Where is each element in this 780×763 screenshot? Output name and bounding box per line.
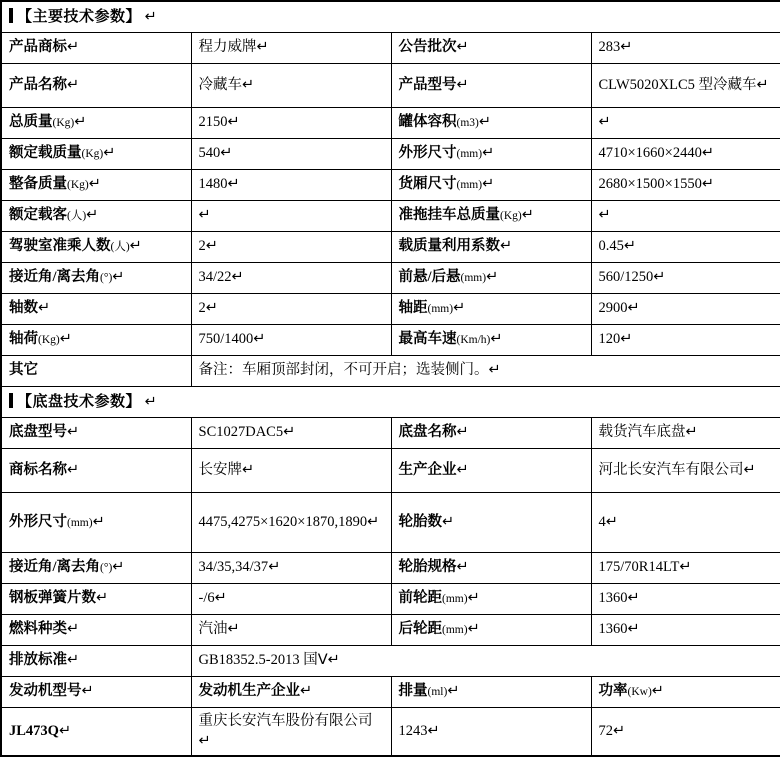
- paragraph-mark-icon: ↵: [627, 621, 640, 638]
- row-unit: (Km/h): [456, 334, 491, 347]
- row-label: 接近角/离去角: [9, 269, 101, 286]
- row-value: 283: [598, 39, 621, 56]
- row-label: 轴距: [398, 300, 428, 317]
- row-unit: (Kg): [38, 334, 60, 347]
- paragraph-mark-icon: ↵: [486, 269, 499, 286]
- paragraph-mark-icon: ↵: [256, 39, 269, 56]
- paragraph-mark-icon: ↵: [442, 513, 455, 530]
- row-label: 底盘名称: [398, 424, 457, 441]
- row-value: 4475,4275×1620×1870,1890: [198, 513, 368, 530]
- paragraph-mark-icon: ↵: [456, 461, 469, 478]
- row-value: 冷藏车: [198, 76, 242, 93]
- row-label: 前悬/后悬: [398, 269, 461, 286]
- row-label: 额定载客: [9, 207, 67, 224]
- row-unit: (Kg): [52, 117, 75, 130]
- row-label: 底盘型号: [9, 424, 67, 441]
- paragraph-mark-icon: ↵: [86, 207, 99, 224]
- paragraph-mark-icon: ↵: [81, 683, 94, 700]
- row-label: 前轮距: [398, 590, 442, 607]
- row-value: 1360: [598, 621, 628, 638]
- paragraph-mark-icon: ↵: [327, 652, 340, 669]
- row-value: 34/35,34/37: [198, 559, 269, 576]
- table-row: [1, 449, 780, 493]
- engine-displacement-header: 排量: [398, 683, 428, 700]
- paragraph-mark-icon: ↵: [74, 114, 87, 131]
- paragraph-mark-icon: ↵: [227, 621, 240, 638]
- table-row: [1, 139, 780, 170]
- paragraph-mark-icon: ↵: [453, 300, 466, 317]
- table-row: [1, 325, 780, 356]
- paragraph-mark-icon: ↵: [198, 732, 211, 749]
- paragraph-mark-icon: ↵: [620, 39, 633, 56]
- paragraph-mark-icon: ↵: [67, 652, 80, 669]
- row-unit: (mm): [460, 272, 487, 285]
- table-row: [1, 108, 780, 139]
- row-value: 0.45: [598, 238, 624, 255]
- row-unit: (mm): [67, 516, 93, 529]
- row-label: 生产企业: [398, 461, 457, 478]
- paragraph-mark-icon: ↵: [620, 331, 633, 348]
- table-row: [1, 170, 780, 201]
- row-value: 2150: [198, 114, 228, 131]
- row-unit: (Kg): [67, 179, 89, 192]
- row-unit: (m3): [456, 117, 479, 130]
- paragraph-mark-icon: ↵: [144, 8, 157, 25]
- row-unit: (人): [67, 210, 87, 223]
- engine-power-header: 功率: [598, 683, 628, 700]
- paragraph-mark-icon: ↵: [198, 207, 211, 224]
- paragraph-mark-icon: ↵: [268, 559, 281, 576]
- paragraph-mark-icon: ↵: [701, 145, 715, 162]
- paragraph-mark-icon: ↵: [478, 114, 492, 131]
- row-value: 载货汽车底盘: [598, 424, 686, 441]
- engine-maker-value: 重庆长安汽车股份有限公司: [198, 713, 373, 729]
- note-label: 其它: [9, 362, 38, 379]
- row-label: 轴数: [9, 300, 38, 317]
- row-unit: (mm): [456, 179, 483, 192]
- emission-value: GB18352.5-2013 国Ⅴ: [198, 652, 328, 669]
- paragraph-mark-icon: ↵: [129, 238, 142, 255]
- paragraph-mark-icon: ↵: [59, 331, 72, 348]
- row-value: 汽油: [198, 621, 228, 638]
- paragraph-mark-icon: ↵: [205, 238, 218, 255]
- row-label: 货厢尺寸: [398, 176, 457, 193]
- row-value: 34/22: [198, 269, 232, 286]
- section-bar-icon: [9, 393, 13, 408]
- paragraph-mark-icon: ↵: [67, 621, 80, 638]
- table-row-note: [1, 356, 780, 387]
- row-value: 2900: [598, 300, 628, 317]
- paragraph-mark-icon: ↵: [96, 590, 109, 607]
- engine-model-header: 发动机型号: [9, 683, 82, 700]
- paragraph-mark-icon: ↵: [456, 424, 469, 441]
- paragraph-mark-icon: ↵: [447, 683, 460, 700]
- paragraph-mark-icon: ↵: [67, 461, 80, 478]
- row-value: 120: [598, 331, 621, 348]
- paragraph-mark-icon: ↵: [231, 269, 244, 286]
- table-row: [1, 615, 780, 646]
- row-unit: (°): [100, 562, 113, 575]
- row-unit: (人): [110, 241, 130, 254]
- row-label: 产品名称: [9, 76, 67, 93]
- paragraph-mark-icon: ↵: [112, 559, 125, 576]
- paragraph-mark-icon: ↵: [456, 559, 469, 576]
- row-value: 程力威牌: [198, 39, 257, 56]
- row-label: 接近角/离去角: [9, 559, 101, 576]
- paragraph-mark-icon: ↵: [701, 176, 715, 193]
- row-label: 准拖挂车总质量: [398, 207, 500, 224]
- table-row: [1, 263, 780, 294]
- paragraph-mark-icon: ↵: [500, 238, 513, 255]
- row-value: SC1027DAC5: [198, 424, 284, 441]
- row-unit: (°): [100, 272, 113, 285]
- paragraph-mark-icon: ↵: [467, 590, 480, 607]
- section-header-chassis: [1, 387, 780, 418]
- table-row: [1, 232, 780, 263]
- paragraph-mark-icon: ↵: [743, 461, 756, 478]
- row-value: 540: [198, 145, 221, 162]
- paragraph-mark-icon: ↵: [67, 424, 80, 441]
- paragraph-mark-icon: ↵: [685, 424, 698, 441]
- section-title-chassis: 【底盘技术参数】: [17, 393, 142, 410]
- paragraph-mark-icon: ↵: [103, 145, 116, 162]
- row-label: 公告批次: [398, 39, 457, 56]
- engine-displacement-value: 1243: [398, 722, 428, 739]
- paragraph-mark-icon: ↵: [456, 39, 469, 56]
- engine-displacement-unit: (ml): [427, 686, 448, 699]
- row-label: 整备质量: [9, 176, 67, 193]
- paragraph-mark-icon: ↵: [227, 114, 240, 131]
- row-value: 560/1250: [598, 269, 654, 286]
- paragraph-mark-icon: ↵: [482, 145, 495, 162]
- paragraph-mark-icon: ↵: [521, 207, 534, 224]
- row-value: 河北长安汽车有限公司: [598, 461, 744, 478]
- section-title-main: 【主要技术参数】: [17, 8, 142, 25]
- table-row: [1, 553, 780, 584]
- table-row: [1, 201, 780, 232]
- paragraph-mark-icon: ↵: [756, 76, 769, 93]
- row-unit: (Kg): [81, 148, 104, 161]
- paragraph-mark-icon: ↵: [653, 269, 666, 286]
- paragraph-mark-icon: ↵: [482, 176, 495, 193]
- paragraph-mark-icon: ↵: [144, 393, 157, 410]
- paragraph-mark-icon: ↵: [227, 176, 240, 193]
- paragraph-mark-icon: ↵: [220, 145, 233, 162]
- paragraph-mark-icon: ↵: [112, 269, 125, 286]
- paragraph-mark-icon: ↵: [488, 362, 501, 379]
- engine-model-value: JL473Q: [9, 722, 59, 739]
- row-value: 4: [598, 513, 606, 530]
- row-label: 产品商标: [9, 39, 67, 56]
- paragraph-mark-icon: ↵: [598, 207, 611, 224]
- row-label: 最高车速: [398, 331, 457, 348]
- paragraph-mark-icon: ↵: [38, 300, 51, 317]
- row-label: 轮胎规格: [398, 559, 457, 576]
- row-label: 燃料种类: [9, 621, 67, 638]
- row-value: CLW5020XLC5 型冷藏车: [598, 76, 757, 93]
- row-label: 钢板弹簧片数: [9, 590, 96, 607]
- row-label: 额定载质量: [9, 145, 82, 162]
- row-label: 产品型号: [398, 76, 457, 93]
- section-header-main: [1, 1, 780, 33]
- row-value: 4710×1660×2440: [598, 145, 702, 162]
- row-label: 外形尺寸: [9, 513, 67, 530]
- row-unit: (mm): [456, 148, 483, 161]
- row-label: 商标名称: [9, 461, 67, 478]
- row-unit: (Kg): [500, 210, 522, 223]
- section-bar-icon: [9, 8, 13, 23]
- row-value: 2: [198, 238, 206, 255]
- emission-label: 排放标准: [9, 652, 67, 669]
- paragraph-mark-icon: ↵: [367, 513, 380, 530]
- engine-power-value: 72: [598, 722, 613, 739]
- engine-power-unit: (Kw): [627, 686, 652, 699]
- paragraph-mark-icon: ↵: [300, 683, 313, 700]
- paragraph-mark-icon: ↵: [283, 424, 296, 441]
- table-row: [1, 584, 780, 615]
- row-label: 载质量利用系数: [398, 238, 500, 255]
- note-value: 备注：车厢顶部封闭，不可开启；选装侧门。: [198, 362, 489, 379]
- paragraph-mark-icon: ↵: [58, 722, 72, 739]
- paragraph-mark-icon: ↵: [490, 331, 503, 348]
- paragraph-mark-icon: ↵: [67, 39, 80, 56]
- paragraph-mark-icon: ↵: [253, 331, 266, 348]
- paragraph-mark-icon: ↵: [598, 114, 611, 131]
- paragraph-mark-icon: ↵: [605, 513, 618, 530]
- paragraph-mark-icon: ↵: [88, 176, 101, 193]
- row-unit: (mm): [442, 593, 468, 606]
- row-value: 1360: [598, 590, 628, 607]
- row-unit: (mm): [442, 624, 468, 637]
- row-value: 1480: [198, 176, 228, 193]
- paragraph-mark-icon: ↵: [623, 238, 637, 255]
- paragraph-mark-icon: ↵: [467, 621, 480, 638]
- paragraph-mark-icon: ↵: [242, 461, 255, 478]
- row-label: 轮胎数: [398, 513, 442, 530]
- paragraph-mark-icon: ↵: [92, 513, 105, 530]
- paragraph-mark-icon: ↵: [205, 300, 218, 317]
- paragraph-mark-icon: ↵: [214, 590, 227, 607]
- paragraph-mark-icon: ↵: [427, 722, 440, 739]
- table-row: [1, 418, 780, 449]
- table-row: [1, 33, 780, 64]
- row-label: 外形尺寸: [398, 145, 457, 162]
- engine-maker-header: 发动机生产企业: [198, 683, 300, 700]
- paragraph-mark-icon: ↵: [627, 590, 640, 607]
- paragraph-mark-icon: ↵: [242, 76, 255, 93]
- row-label: 轴荷: [9, 331, 38, 348]
- table-row-emission: [1, 646, 780, 677]
- row-unit: (mm): [427, 303, 454, 316]
- paragraph-mark-icon: ↵: [651, 683, 664, 700]
- row-value: 750/1400: [198, 331, 254, 348]
- row-label: 罐体容积: [398, 114, 457, 131]
- paragraph-mark-icon: ↵: [456, 76, 469, 93]
- table-row-engine-header: [1, 677, 780, 708]
- row-value: 175/70R14LT: [598, 559, 680, 576]
- row-value: 长安牌: [198, 461, 242, 478]
- table-row: [1, 294, 780, 325]
- row-label: 总质量: [9, 114, 53, 131]
- row-label: 后轮距: [398, 621, 442, 638]
- table-row-engine-values: [1, 708, 780, 757]
- table-row: [1, 64, 780, 108]
- paragraph-mark-icon: ↵: [67, 76, 80, 93]
- table-row: [1, 493, 780, 553]
- paragraph-mark-icon: ↵: [627, 300, 640, 317]
- row-label: 驾驶室准乘人数: [9, 238, 111, 255]
- row-value: 2680×1500×1550: [598, 176, 702, 193]
- paragraph-mark-icon: ↵: [613, 722, 626, 739]
- paragraph-mark-icon: ↵: [679, 559, 692, 576]
- row-value: 2: [198, 300, 206, 317]
- row-value: -/6: [198, 590, 215, 607]
